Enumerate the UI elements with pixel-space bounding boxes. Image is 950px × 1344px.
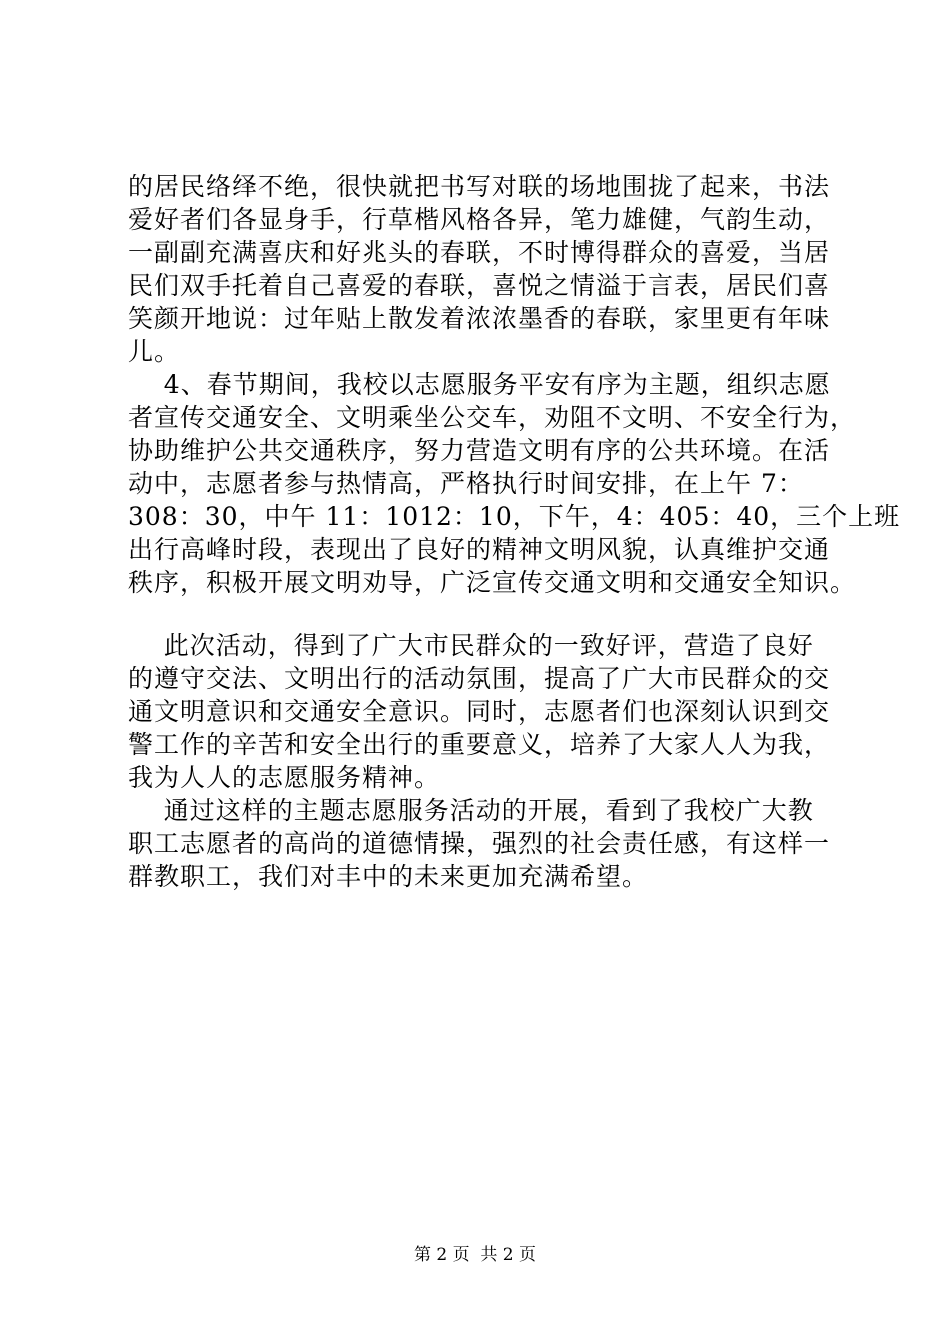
text-line: 笑颜开地说：过年贴上散发着浓浓墨香的春联，家里更有年味 (128, 304, 831, 333)
text-line: 协助维护公共交通秩序，努力营造文明有序的公共环境。在活 (128, 436, 831, 465)
text-line: 一副副充满喜庆和好兆头的春联，不时博得群众的喜爱，当居 (128, 238, 831, 267)
page-number-footer: 第 2 页 共 2 页 (413, 1245, 537, 1265)
text-line: 儿。 (128, 337, 181, 366)
text-line: 出行高峰时段，表现出了良好的精神文明风貌，认真维护交通 (128, 535, 831, 564)
text-line: 爱好者们各显身手，行草楷风格各异，笔力雄健，气韵生动， (128, 205, 831, 234)
text-line: 职工志愿者的高尚的道德情操，强烈的社会责任感，有这样一 (128, 829, 831, 858)
text-line: 此次活动，得到了广大市民群众的一致好评，营造了良好 (128, 631, 814, 660)
text-line: 308：30，中午 11：1012：10，下午，4：405：40，三个上班 (128, 502, 901, 531)
text-line: 我为人人的志愿服务精神。 (128, 763, 441, 792)
text-line: 动中，志愿者参与热情高，严格执行时间安排，在上午 7： (128, 469, 804, 498)
text-line: 群教职工，我们对丰中的未来更加充满希望。 (128, 862, 649, 891)
text-line: 的居民络绎不绝，很快就把书写对联的场地围拢了起来，书法 (128, 172, 831, 201)
text-line: 秩序，积极开展文明劝导，广泛宣传交通文明和交通安全知识。 (128, 568, 857, 597)
text-line: 通文明意识和交通安全意识。同时，志愿者们也深刻认识到交 (128, 697, 831, 726)
text-line: 警工作的辛苦和安全出行的重要意义，培养了大家人人为我， (128, 730, 831, 759)
paragraph-gap (128, 599, 848, 629)
text-line: 通过这样的主题志愿服务活动的开展，看到了我校广大教 (128, 796, 814, 825)
text-line: 的遵守交法、文明出行的活动氛围，提高了广大市民群众的交 (128, 664, 831, 693)
text-line: 民们双手托着自己喜爱的春联，喜悦之情溢于言表，居民们喜 (128, 271, 831, 300)
document-body (128, 170, 901, 893)
text-line: 者宣传交通安全、文明乘坐公交车，劝阻不文明、不安全行为， (128, 403, 857, 432)
text-line: 4、春节期间，我校以志愿服务平安有序为主题，组织志愿 (128, 370, 831, 399)
